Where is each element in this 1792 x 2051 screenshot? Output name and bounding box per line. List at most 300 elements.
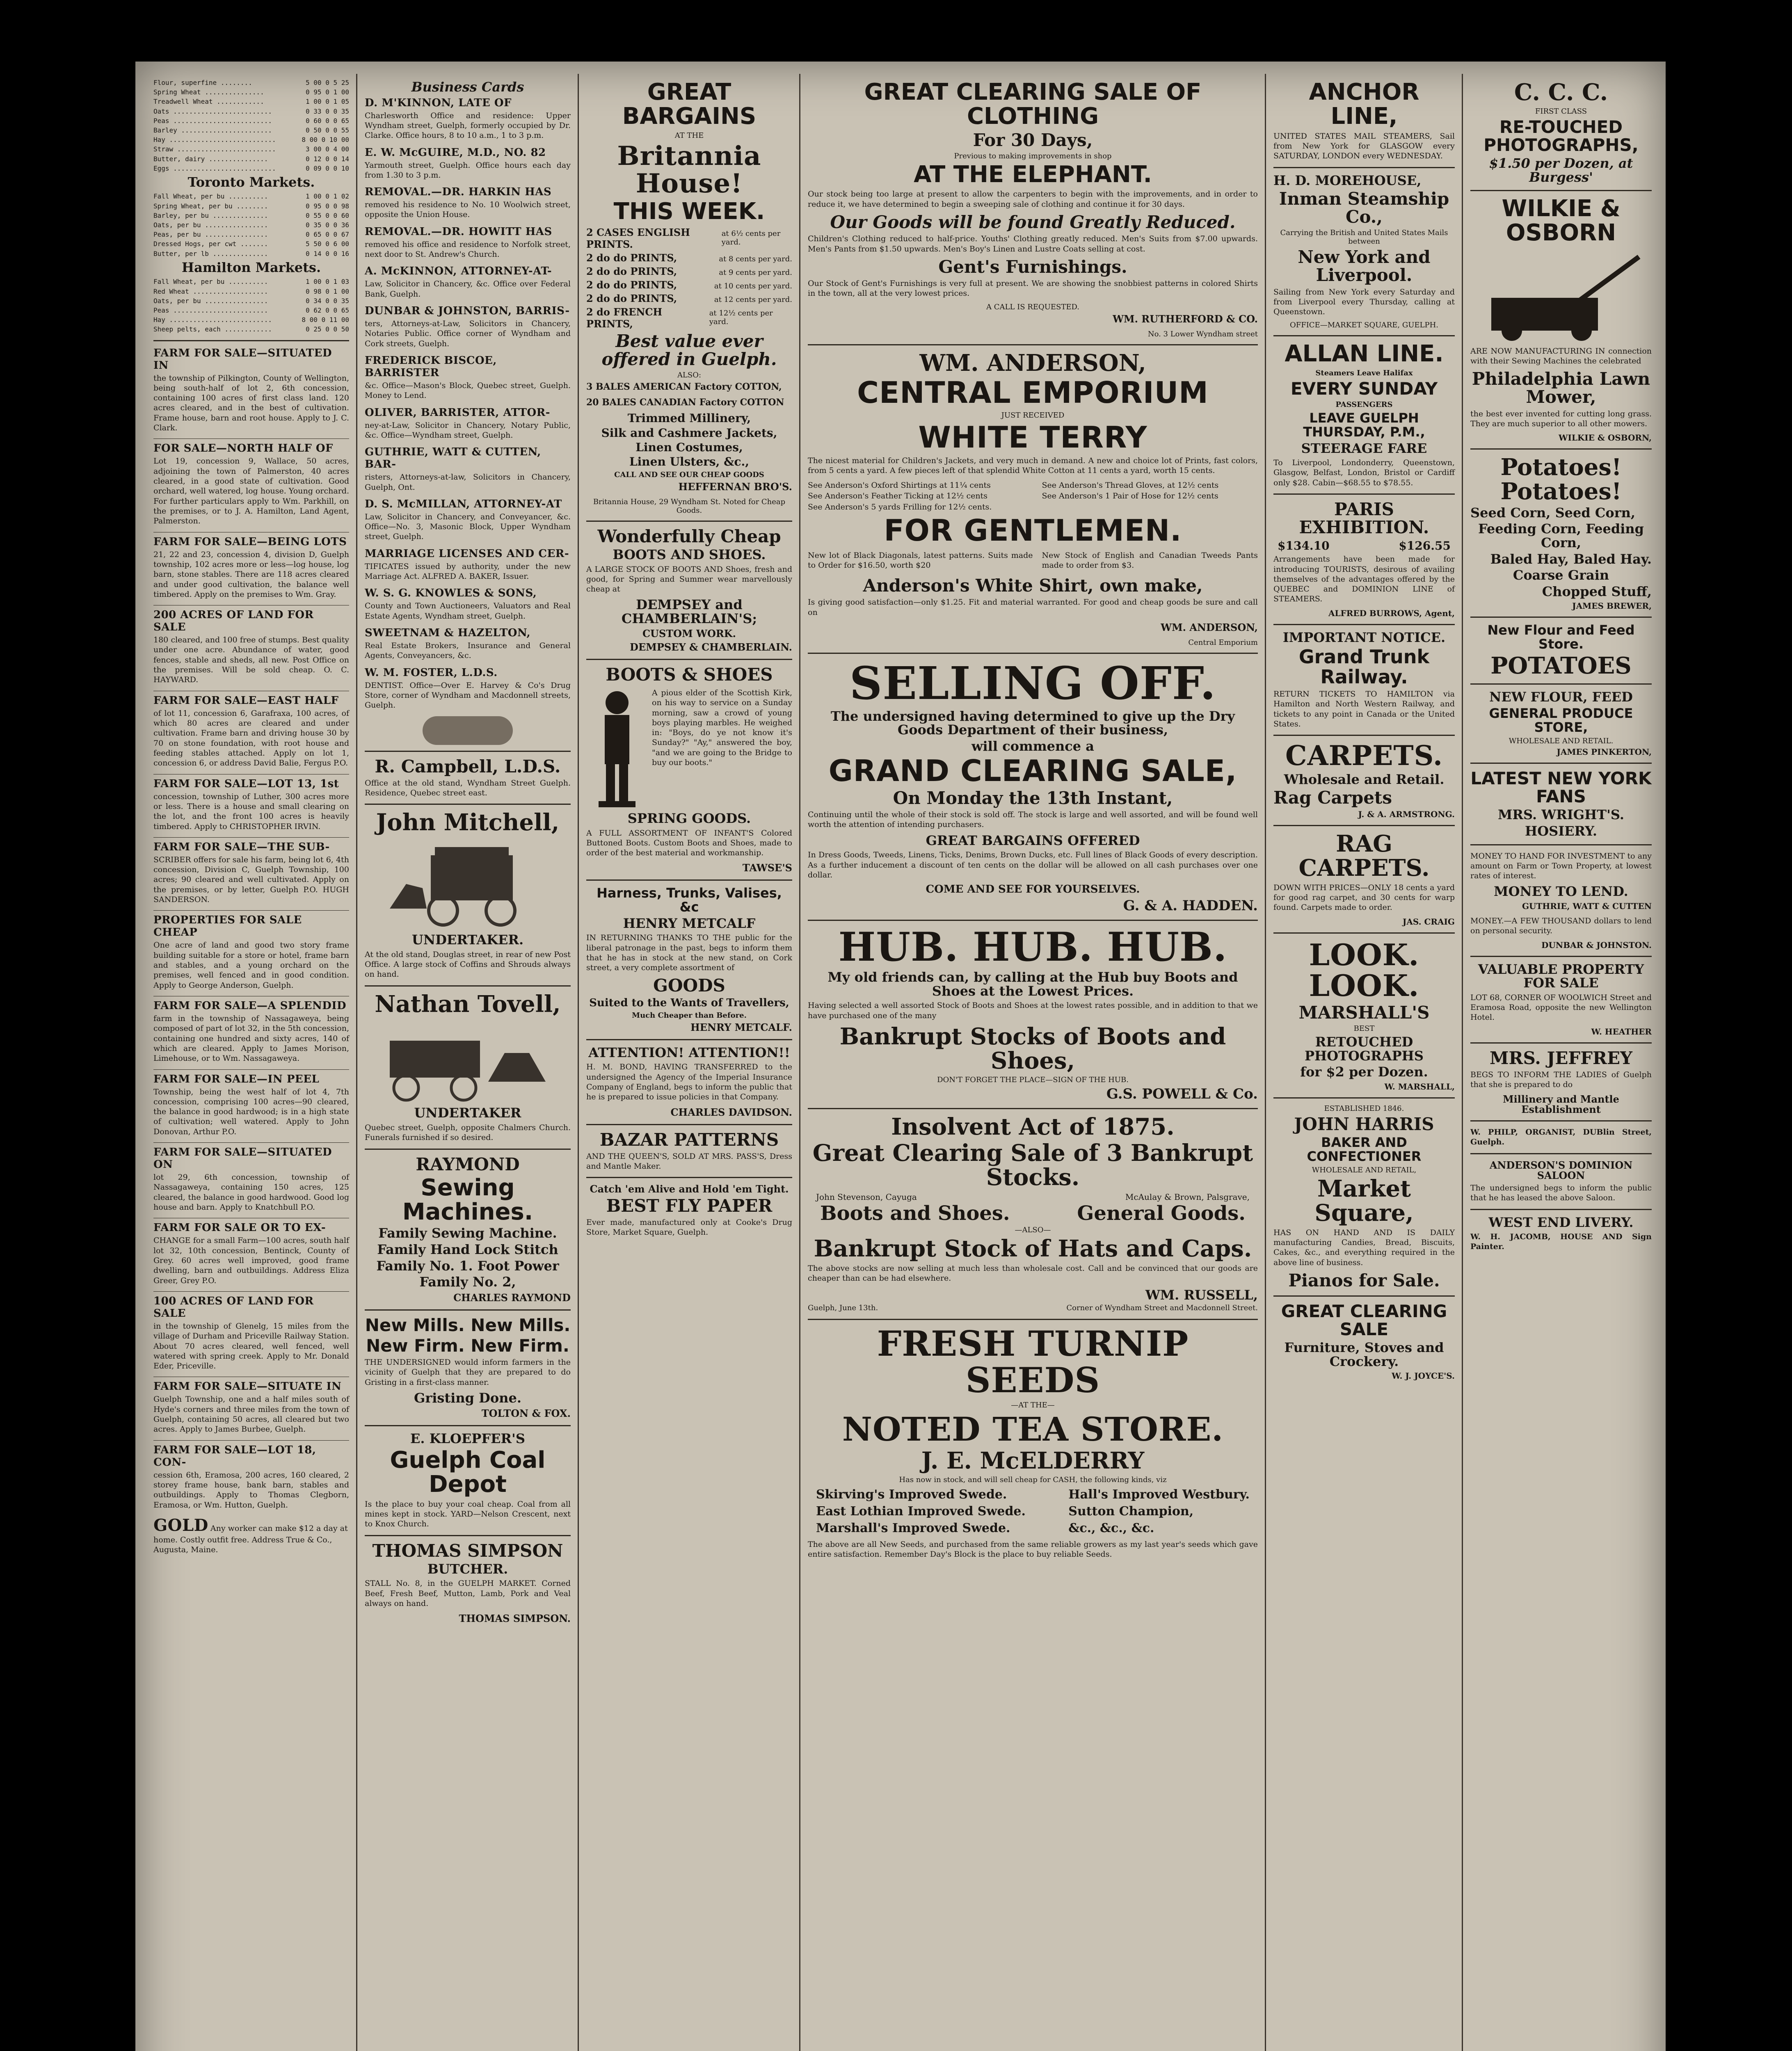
prints-row bbox=[586, 265, 792, 277]
rag-carpets-2-heading: RAG CARPETS. bbox=[1298, 830, 1430, 882]
card-title: D. M'KINNON, LATE OF bbox=[365, 96, 512, 109]
chopped-stuff: Chopped Stuff, bbox=[1542, 583, 1652, 599]
inman-heading: Inman Steamship Co., bbox=[1279, 189, 1449, 227]
ad-divider bbox=[153, 910, 349, 911]
important-heading: IMPORTANT NOTICE. bbox=[1282, 629, 1446, 645]
wright-heading: MRS. WRIGHT'S. bbox=[1497, 807, 1625, 823]
card-title: OLIVER, BARRISTER, ATTOR- bbox=[365, 406, 551, 419]
campbell-body: Office at the old stand, Wyndham Street Guelph. Residence, Quebec street east. bbox=[365, 778, 571, 797]
baled-hay: Baled Hay, Baled Hay. bbox=[1490, 551, 1652, 567]
fly-body: Ever made, manufactured only at Cooke's Drug Store, Market Square, Guelph. bbox=[586, 1217, 792, 1237]
business-card bbox=[365, 498, 571, 542]
carriage-illustration bbox=[373, 1020, 562, 1102]
bazar-sub: AND THE QUEEN'S, SOLD AT MRS. PASS'S, Dress and Mantle Maker. bbox=[586, 1151, 792, 1171]
brewer-signature: JAMES BREWER, bbox=[1572, 601, 1652, 611]
marshall-heading: MARSHALL'S bbox=[1298, 1002, 1430, 1023]
great-bargains-heading: GREAT BARGAINS bbox=[622, 79, 757, 130]
card-body: &c. Office—Mason's Block, Quebec street, Guelph. Money to Lend. bbox=[365, 381, 571, 400]
potatoes-heading: Potatoes! Potatoes! bbox=[1500, 454, 1622, 505]
kloepfer-heading: E. KLOEPFER'S bbox=[410, 1431, 525, 1447]
new-flour-heading: New Flour and Feed Store. bbox=[1487, 622, 1635, 652]
commence-label: will commence a bbox=[971, 738, 1095, 754]
ad-body: Guelph Township, one and a half miles south of Hyde's corners and three miles from the town of Guelph, containing 50 acres, all cleared but two acres. Apply to James Burbee, Guelph. bbox=[153, 1395, 349, 1434]
custom-work-heading: CUSTOM WORK. bbox=[642, 627, 736, 640]
heffernan-sub: Britannia House, 29 Wyndham St. Noted for Cheap Goods. bbox=[593, 497, 786, 515]
business-cards-heading: Business Cards bbox=[411, 79, 524, 95]
selling-off-heading: SELLING OFF. bbox=[849, 657, 1216, 710]
card-body: County and Town Auctioneers, Valuators and Real Estate Agents, Wyndham street, Guelph. bbox=[365, 601, 571, 621]
guthrie-signature: GUTHRIE, WATT & CUTTEN bbox=[1522, 901, 1652, 911]
prints-price: at 10 cents per yard. bbox=[714, 281, 792, 290]
steerage-body: To Liverpool, Londonderry, Queenstown, Glasgow, Belfast, London, Bristol or Cardiff only $28. Cabin—$68.55 to $78.55. bbox=[1273, 458, 1455, 487]
business-card bbox=[365, 186, 571, 220]
wilkie-body: ARE NOW MANUFACTURING IN connection with their Sewing Machines the celebrated bbox=[1470, 346, 1652, 366]
baker-heading: BAKER AND CONFECTIONER bbox=[1307, 1134, 1422, 1164]
tawse-signature: TAWSE'S bbox=[742, 862, 792, 874]
raymond-signature: CHARLES RAYMOND bbox=[453, 1291, 571, 1304]
reduced-heading: Our Goods will be found Greatly Reduced. bbox=[830, 212, 1236, 233]
card-title: REMOVAL.—DR. HARKIN HAS bbox=[365, 186, 552, 199]
column-rule bbox=[356, 74, 357, 2051]
elephant-body: Our stock being too large at present to allow the carpenters to begin with the improvements, and in order to reduce it, we have determined to begin a sweeping sale of clothing and continue it for 30 days. bbox=[808, 190, 1258, 209]
guelph-date: Guelph, June 13th. bbox=[808, 1304, 878, 1313]
ad-body: lot 29, 6th concession, township of Nassagaweya, containing 150 acres, 125 cleared, the balance in good hardwood. Good log house and barn. Apply to Knatchbull P.O. bbox=[153, 1173, 349, 1212]
prints-row bbox=[586, 279, 792, 291]
seed-item: East Lothian Improved Swede. bbox=[816, 1504, 1026, 1519]
russell-sub: Corner of Wyndham Street and Macdonnell Street. bbox=[1066, 1304, 1258, 1313]
wilkie-signature: WILKIE & OSBORN, bbox=[1559, 433, 1652, 443]
newspaper-page bbox=[135, 62, 1666, 2051]
passengers-label: PASSENGERS bbox=[1335, 400, 1393, 409]
column-1 bbox=[148, 78, 355, 2051]
seed-item: Marshall's Improved Swede. bbox=[816, 1521, 1010, 1535]
ad-title: FARM FOR SALE—BEING LOTS bbox=[153, 535, 347, 548]
ad-title: FARM FOR SALE—EAST HALF bbox=[153, 694, 339, 707]
ad-title: FOR SALE—NORTH HALF OF bbox=[153, 442, 333, 455]
bankrupt-heading: Bankrupt Stocks of Boots and Shoes, bbox=[839, 1023, 1226, 1074]
seeds-left-list bbox=[816, 1485, 1026, 1538]
classified-ad bbox=[153, 1380, 349, 1434]
tovell-body: Quebec street, Guelph, opposite Chalmers Church. Funerals furnished if so desired. bbox=[365, 1123, 571, 1142]
business-card bbox=[365, 587, 571, 621]
classified-ad bbox=[153, 347, 349, 433]
card-body: TIFICATES issued by authority, under the new Marriage Act. ALFRED A. BAKER, Issuer. bbox=[365, 562, 571, 581]
wilkie-heading: WILKIE & OSBORN bbox=[1502, 195, 1621, 246]
seed-item: Skirving's Improved Swede. bbox=[816, 1487, 1007, 1502]
boots-shoes-block bbox=[586, 686, 792, 809]
hats-heading: Bankrupt Stock of Hats and Caps. bbox=[814, 1235, 1252, 1263]
prints-label: 2 do do PRINTS, bbox=[586, 251, 677, 264]
business-card bbox=[365, 354, 571, 401]
column-rule bbox=[578, 74, 579, 2051]
millinery-item: Linen Costumes, bbox=[635, 441, 743, 455]
market-table: Flour, superfine ........ 5 00 0 5 25 Spring Wheat ............... 0 95 0 1 00 Treadwell Wheat ............ 1 00 0 1 05 Oats ......................... 0 33 0 0 35 Peas ......................... 0 60 0 0 65 Barley ....................... 0 50 0 0 55 Hay ........................... 8 00 0 10 00 Straw ......................... 3 00 0 4 00 Butter, dairy ............... 0 12 0 0 14 Eggs .......................... 0 09 0 0 10 bbox=[153, 79, 349, 172]
market-square-heading: Market Square, bbox=[1314, 1175, 1414, 1226]
prints-row bbox=[586, 292, 792, 304]
column-rule bbox=[1462, 74, 1463, 2051]
dunbar-signature: DUNBAR & JOHNSTON. bbox=[1541, 940, 1652, 950]
ad-title: FARM FOR SALE—IN PEEL bbox=[153, 1073, 320, 1085]
allan-heading: ALLAN LINE. bbox=[1285, 340, 1444, 368]
millinery-list bbox=[586, 412, 792, 468]
cheaper-label: Much Cheaper than Before. bbox=[632, 1011, 747, 1020]
toronto-markets-heading: Toronto Markets. bbox=[187, 174, 315, 190]
elder-illustration bbox=[586, 686, 648, 809]
raymond-item: Family No. 1. Foot Power bbox=[376, 1258, 559, 1274]
retouched-heading: RE-TOUCHED PHOTOGRAPHS, bbox=[1483, 116, 1639, 155]
bargains-body: In Dress Goods, Tweeds, Linens, Ticks, Denims, Brown Ducks, etc. Full lines of Black Goods of every description. As a further inducement a discount of ten cents on the dollar will be allowed on all cash purchases over one dollar. bbox=[808, 850, 1258, 879]
attention-heading: ATTENTION! ATTENTION!! bbox=[588, 1044, 790, 1060]
tweeds-text: New Stock of English and Canadian Tweeds Pants made to order from $3. bbox=[1042, 550, 1258, 570]
hub-body: Having selected a well assorted Stock of Boots and Shoes at the lowest rates possible, and in addition to that we have purchased one of the many bbox=[808, 1001, 1258, 1020]
business-cards bbox=[365, 97, 571, 710]
money2-body: MONEY.—A FEW THOUSAND dollars to lend on personal security. bbox=[1470, 916, 1652, 936]
ad-title: FARM FOR SALE—SITUATE IN bbox=[153, 1380, 342, 1393]
heather-signature: W. HEATHER bbox=[1591, 1026, 1652, 1037]
selling-body: The undersigned having determined to give up the Dry Goods Department of their business, bbox=[830, 708, 1235, 738]
tea-store-heading: NOTED TEA STORE. bbox=[842, 1409, 1224, 1448]
joyce-signature: W. J. JOYCE'S. bbox=[1392, 1371, 1455, 1381]
ad-divider bbox=[153, 1069, 349, 1070]
ad-title: FARM FOR SALE OR TO EX- bbox=[153, 1222, 326, 1234]
card-title: MARRIAGE LICENSES AND CER- bbox=[365, 547, 569, 560]
campbell-heading: R. Campbell, L.D.S. bbox=[375, 756, 561, 777]
column-2 bbox=[359, 78, 576, 2051]
money-body: MONEY TO HAND FOR INVESTMENT to any amount on Farm or Town Property, at lowest rates of interest. bbox=[1470, 851, 1652, 881]
anderson-left-list bbox=[808, 480, 1033, 513]
prints-price: at 12½ cents per yard. bbox=[709, 308, 773, 326]
saloon-heading: ANDERSON'S DOMINION SALOON bbox=[1489, 1159, 1633, 1181]
business-card bbox=[365, 446, 571, 492]
paris-heading: PARIS EXHIBITION. bbox=[1299, 499, 1429, 538]
clothing-heading: GREAT CLEARING SALE OF CLOTHING bbox=[864, 79, 1202, 130]
hamilton-markets-heading: Hamilton Markets. bbox=[181, 259, 321, 275]
prints-price: at 12 cents per yard. bbox=[714, 295, 792, 304]
ad-title: FARM FOR SALE—SITUATED ON bbox=[153, 1146, 332, 1171]
just-received: JUST RECEIVED bbox=[1001, 411, 1065, 420]
prints-row bbox=[586, 252, 792, 264]
business-card bbox=[365, 667, 571, 710]
steerage-heading: STEERAGE FARE bbox=[1301, 440, 1427, 456]
anderson-sub: Central Emporium bbox=[1188, 638, 1258, 647]
furniture-heading: Furniture, Stoves and Crockery. bbox=[1284, 1340, 1444, 1369]
lot68-body: LOT 68, CORNER OF WOOLWICH Street and Eramosa Road, opposite the new Wellington Hotel. bbox=[1470, 993, 1652, 1022]
gents-body: Our Stock of Gent's Furnishings is very full at present. We are showing the snobbiest patterns in colored Shirts in the town, all at the very lowest prices. bbox=[808, 279, 1258, 298]
classified-ad bbox=[153, 841, 349, 905]
anderson-heading: WM. ANDERSON, bbox=[919, 349, 1146, 377]
dont-forget: DON'T FORGET THE PLACE—SIGN OF THE HUB. bbox=[937, 1075, 1129, 1084]
established-label: ESTABLISHED 1846. bbox=[1324, 1104, 1404, 1113]
valuable-heading: VALUABLE PROPERTY FOR SALE bbox=[1478, 961, 1644, 991]
pinkerton-signature: JAMES PINKERTON, bbox=[1557, 747, 1652, 757]
at-the-label: —AT THE— bbox=[1011, 1400, 1055, 1409]
harris-heading: JOHN HARRIS bbox=[1294, 1114, 1434, 1134]
ad-body: 21, 22 and 23, concession 4, division D, Guelph township, 102 acres more or less—log house, log barn, stone stables. There are 118 acres cleared and under good cultivation, the balance well timbered. Apply on the premises to Wm. Gray. bbox=[153, 550, 349, 599]
column-rule bbox=[799, 74, 800, 2051]
russell-signature: WM. RUSSELL, bbox=[1145, 1287, 1258, 1303]
ny-liverpool-heading: New York and Liverpool. bbox=[1298, 247, 1431, 285]
anderson-lists bbox=[808, 480, 1258, 513]
also-label: —ALSO— bbox=[1015, 1226, 1051, 1235]
metcalf-heading: HENRY METCALF bbox=[623, 915, 756, 931]
best-label: BEST bbox=[1353, 1024, 1375, 1033]
bond-body: H. M. BOND, HAVING TRANSFERRED to the undersigned the Agency of the Imperial Insurance Company of England, begs to inform the public that he is prepared to issue policies in that Company. bbox=[586, 1062, 792, 1102]
grand-trunk-heading: Grand Trunk Railway. bbox=[1298, 646, 1430, 688]
anderson-list-item: See Anderson's Thread Gloves, at 12½ cents bbox=[1042, 481, 1219, 490]
ad-title: FARM FOR SALE—LOT 18, CON- bbox=[153, 1443, 316, 1469]
raymond-heading: RAYMOND bbox=[416, 1154, 520, 1174]
anderson-list-item: See Anderson's 5 yards Frilling for 12½ cents. bbox=[808, 502, 992, 512]
business-card bbox=[365, 146, 571, 180]
britannia-heading: Britannia House! bbox=[617, 140, 761, 199]
business-card bbox=[365, 226, 571, 260]
card-title: REMOVAL.—DR. HOWITT HAS bbox=[365, 225, 552, 238]
powell-signature: G.S. POWELL & Co. bbox=[1106, 1085, 1258, 1102]
teeth-illustration bbox=[423, 716, 513, 745]
retouched-heading: RETOUCHED PHOTOGRAPHS bbox=[1304, 1034, 1424, 1064]
gentlemen-heading: FOR GENTLEMEN. bbox=[884, 513, 1182, 548]
ad-title: PROPERTIES FOR SALE CHEAP bbox=[153, 914, 302, 939]
millinery-heading: Millinery and Mantle Establishment bbox=[1503, 1093, 1619, 1115]
butcher-heading: BUTCHER. bbox=[427, 1561, 508, 1577]
also-label: ALSO: bbox=[677, 370, 702, 379]
for-30-days: For 30 Days, bbox=[973, 130, 1093, 150]
ad-title: FARM FOR SALE—SITUATED IN bbox=[153, 347, 332, 372]
wholesale-label: WHOLESALE AND RETAIL. bbox=[1509, 737, 1614, 746]
millinery-item: Linen Ulsters, &c., bbox=[629, 455, 749, 469]
return-body: RETURN TICKETS TO HAMILTON via Hamilton and North Western Railway, and tickets to any point in Canada or the United States. bbox=[1273, 689, 1455, 729]
seed-corn: Seed Corn, Seed Corn, bbox=[1470, 505, 1635, 521]
general-goods-label: General Goods. bbox=[1077, 1202, 1246, 1225]
white-shirt-heading: Anderson's White Shirt, own make, bbox=[863, 576, 1203, 596]
card-title: W. S. G. KNOWLES & SONS, bbox=[365, 587, 537, 600]
card-body: ters, Attorneys-at-Law, Solicitors in Chancery, Notaries Public. Office corner of Wyndham and Cork streets, Guelph. bbox=[365, 319, 571, 348]
ad-divider bbox=[153, 837, 349, 838]
mower-body: the best ever invented for cutting long grass. They are much superior to all other mowers. bbox=[1470, 409, 1652, 428]
dozen-heading: for $2 per Dozen. bbox=[1300, 1064, 1428, 1080]
ad-title: FARM FOR SALE—THE SUB- bbox=[153, 840, 330, 853]
this-week-heading: THIS WEEK. bbox=[613, 198, 765, 225]
call-label: CALL AND SEE OUR CHEAP GOODS bbox=[614, 470, 764, 479]
ad-body: One acre of land and good two story frame building suitable for a store or hotel, frame barn and stables, and a young orchard on the premises, well fenced and in good condition. Apply to George Anderson, Guelph. bbox=[153, 941, 349, 990]
spring-goods-heading: SPRING GOODS. bbox=[627, 810, 751, 826]
fly-paper-heading: BEST FLY PAPER bbox=[606, 1195, 773, 1216]
ad-divider bbox=[153, 1142, 349, 1143]
hub-sub: My old friends can, by calling at the Hub buy Boots and Shoes at the Lowest Prices. bbox=[827, 969, 1238, 999]
hearse-illustration bbox=[382, 839, 554, 929]
business-card bbox=[365, 407, 571, 441]
ad-divider bbox=[153, 1440, 349, 1441]
grand-clearing-heading: GRAND CLEARING SALE, bbox=[828, 754, 1237, 788]
potatoes-big-heading: POTATOES bbox=[1490, 652, 1632, 679]
classified-ad bbox=[153, 1073, 349, 1137]
seed-item: Sutton Champion, bbox=[1068, 1504, 1194, 1519]
millinery-item: Silk and Cashmere Jackets, bbox=[601, 426, 777, 440]
clearing-sale-heading: GREAT CLEARING SALE bbox=[1281, 1301, 1447, 1340]
money-heading: MONEY TO LEND. bbox=[1494, 884, 1628, 900]
cotton-line-1: 3 BALES AMERICAN Factory COTTON, bbox=[586, 381, 782, 392]
west-end-heading: WEST END LIVERY. bbox=[1488, 1214, 1634, 1230]
business-card bbox=[365, 305, 571, 349]
saloon-body: The undersigned begs to inform the public that he has leased the above Saloon. bbox=[1470, 1183, 1652, 1203]
wonderfully-heading: Wonderfully Cheap bbox=[597, 526, 781, 546]
emporium-heading: CENTRAL EMPORIUM bbox=[857, 375, 1209, 410]
market-table: Fall Wheat, per bu .......... 1 00 0 1 02 Spring Wheat, per bu ........ 0 95 0 0 98 Barley, per bu .............. 0 55 0 0 60 Oats, per bu ................ 0 35 0 0 36 Peas, per bu ................ 0 65 0 0 67 Dressed Hogs, per cwt ....... 5 50 0 6 00 Butter, per lb .............. 0 14 0 0 16 bbox=[153, 192, 349, 258]
ad-body: Township, being the west half of lot 4, 7th concession, comprising 100 acres—90 cleared, the balance in good hardwood; is in a high state of cultivation; well watered. Apply to John Donovan, Arthur P.O. bbox=[153, 1087, 349, 1136]
burgess-heading: $1.50 per Dozen, at Burgess' bbox=[1489, 155, 1633, 185]
allan-sub: Steamers Leave Halifax bbox=[1315, 369, 1413, 378]
spring-body: A FULL ASSORTMENT OF INFANT'S Colored Buttoned Boots. Custom Boots and Shoes, made to order of the best material and workmanship. bbox=[586, 828, 792, 858]
office-label: OFFICE—MARKET SQUARE, GUELPH. bbox=[1289, 321, 1439, 330]
prints-list bbox=[586, 226, 792, 330]
column-4 bbox=[802, 78, 1264, 2051]
wholesale-label: WHOLESALE AND RETAIL, bbox=[1312, 1166, 1417, 1175]
jacombe-heading: W. H. JACOMB, HOUSE AND Sign Painter. bbox=[1470, 1232, 1652, 1252]
tovell-heading: Nathan Tovell, bbox=[375, 990, 561, 1018]
card-title: W. M. FOSTER, L.D.S. bbox=[365, 666, 498, 679]
seed-item: Hall's Improved Westbury. bbox=[1068, 1487, 1250, 1502]
classified-ad bbox=[153, 1295, 349, 1371]
seeds-right-list bbox=[1068, 1485, 1250, 1538]
anchor-sub: UNITED STATES MAIL STEAMERS, Sail from New York for GLASGOW every SATURDAY, LONDON every WEDNESDAY. bbox=[1273, 131, 1455, 161]
ad-body: in the township of Glenelg, 15 miles from the village of Durham and Priceville Railway Station. About 70 acres cleared, well fenced, well watered with spring creek. Apply to Mr. Donald Eder, Priceville. bbox=[153, 1321, 349, 1371]
mitchell-body: At the old stand, Douglas street, in rear of new Post Office. A large stock of Coffins and Shrouds always on hand. bbox=[365, 950, 571, 979]
continuing-body: Continuing until the whole of their stock is sold off. The stock is large and well assorted, and will be found well worth the attention of intending purchasers. bbox=[808, 810, 1258, 829]
card-body: Charlesworth Office and residence: Upper Wyndham street, Guelph, formerly occupied by Dr. Clarke. Office hours, 8 to 10 a.m., 1 to 3 p.m. bbox=[365, 111, 571, 140]
ad-title: 200 ACRES OF LAND FOR SALE bbox=[153, 609, 314, 634]
anderson-list-item: See Anderson's Feather Ticking at 12½ cents bbox=[808, 491, 987, 501]
ad-body: 180 cleared, and 100 free of stumps. Best quality under one acre. Abundance of water, good fences, stable and sheds, all new. Post Office on the premises. Will be sold cheap. O. C. HAYWARD. bbox=[153, 635, 349, 685]
new-mills-heading: New Mills. New Mills. bbox=[365, 1315, 571, 1335]
mitchell-sub: UNDERTAKER. bbox=[411, 932, 524, 948]
classified-ad bbox=[153, 694, 349, 768]
davidson-signature: CHARLES DAVIDSON. bbox=[670, 1106, 792, 1118]
prints-label: 2 do do PRINTS, bbox=[586, 265, 677, 277]
card-title: GUTHRIE, WATT & CUTTEN, BAR- bbox=[365, 446, 541, 471]
millinery-item: Trimmed Millinery, bbox=[627, 411, 751, 425]
metcalf-body: IN RETURNING THANKS TO THE public for the liberal patronage in the past, begs to inform them that he has in stock at the new stand, on Cork street, a very complete assortment of bbox=[586, 933, 792, 973]
ad-body: the township of Pilkington, County of Wellington, being south-half of lot 2, 6th concession, containing 100 acres of first class land. 120 acres cleared, and in the best of cultivation. Frame house, barn and root house. Apply to J. C. Clark. bbox=[153, 373, 349, 433]
best-value-heading: Best value ever offered in Guelph. bbox=[601, 331, 777, 369]
seed-lists bbox=[808, 1485, 1258, 1538]
mcelderry-heading: J. E. McELDERRY bbox=[921, 1447, 1145, 1474]
raymond-sewing-heading: Sewing Machines. bbox=[402, 1174, 533, 1225]
monday-heading: On Monday the 13th Instant, bbox=[893, 788, 1173, 808]
card-body: Law, Solicitor in Chancery, &c. Office over Federal Bank, Guelph. bbox=[365, 279, 571, 299]
armstrong-signature: J. & A. ARMSTRONG. bbox=[1358, 809, 1455, 820]
carpets-heading: CARPETS. bbox=[1285, 740, 1443, 772]
pianos-heading: Pianos for Sale. bbox=[1288, 1270, 1440, 1290]
simpson-body: STALL No. 8, in the GUELPH MARKET. Corned Beef, Fresh Beef, Mutton, Lamb, Pork and Veal always on hand. bbox=[365, 1579, 571, 1608]
first-class-label: FIRST CLASS bbox=[1535, 107, 1587, 116]
card-title: D. S. McMILLAN, ATTORNEY-AT bbox=[365, 498, 562, 510]
bargains-heading: GREAT BARGAINS OFFERED bbox=[926, 832, 1140, 848]
paris-fare-1: $134.10 bbox=[1278, 539, 1330, 553]
philp-heading: W. PHILP, ORGANIST, DUBlin Street, Guelph. bbox=[1470, 1127, 1652, 1147]
coal-body: Is the place to buy your coal cheap. Coal from all mines kept in stock. YARD—Nelson Crescent, next to Knox Church. bbox=[365, 1499, 571, 1529]
clearing3-heading: Great Clearing Sale of 3 Bankrupt Stocks. bbox=[812, 1140, 1253, 1191]
bankrupt-goods bbox=[808, 1202, 1258, 1225]
business-card bbox=[365, 548, 571, 582]
gents-heading: Gent's Furnishings. bbox=[938, 256, 1127, 277]
burrows-signature: ALFRED BURROWS, Agent, bbox=[1328, 608, 1455, 618]
look-heading: LOOK. LOOK. bbox=[1309, 937, 1419, 1003]
white-terry-heading: WHITE TERRY bbox=[918, 420, 1147, 455]
hadden-signature: G. & A. HADDEN. bbox=[1123, 898, 1258, 914]
anderson-right-list bbox=[1042, 480, 1258, 513]
paris-body: Arrangements have been made for introducing TOURISTS, desirous of availing themselves of the advantages offered by the QUEBEC and DOMINION LINE of STEAMERS. bbox=[1273, 555, 1455, 604]
marshall-signature: W. MARSHALL, bbox=[1384, 1081, 1455, 1092]
cotton-line-2: 20 BALES CANADIAN Factory COTTON bbox=[586, 397, 784, 408]
anchor-heading: ANCHOR LINE, bbox=[1309, 79, 1419, 130]
column-6 bbox=[1465, 78, 1657, 2051]
ad-title: FARM FOR SALE—A SPLENDID bbox=[153, 999, 347, 1012]
travellers-heading: Suited to the Wants of Travellers, bbox=[589, 996, 789, 1009]
ad-body: SCRIBER offers for sale his farm, being lot 6, 4th concession, Division C, Guelph Township, 100 acres; 90 cleared and well cultivated. Apply on the premises, or by letter, Guelph P.O. HUGH SANDERSON. bbox=[153, 855, 349, 904]
classified-ad bbox=[153, 778, 349, 831]
clothing-items: Children's Clothing reduced to half-price. Youths' Clothing greatly reduced. Men's Suits from $7.00 upwards. Men's Pants from $1.50 upwards. Men's Boy's Linen and Lustre Coats selling at cost. bbox=[808, 234, 1258, 254]
shirt-body: Is giving good satisfaction—only $1.25. Fit and material warranted. For good and cheap goods be sure and call on bbox=[808, 598, 1258, 617]
ad-body: Lot 19, concession 9, Wallace, 50 acres, adjoining the town of Palmerston, 40 acres cleared, in a good state of cultivation. Good orchard, well watered, log house. Young orchard. For further particulars apply to Wm. Parkhill, on the premises, or to J. A. Hamilton, Land Agent, Palmerston. bbox=[153, 457, 349, 526]
diagonals-text: New lot of Black Diagonals, latest patterns. Suits made to Order for $16.50, worth $20 bbox=[808, 550, 1033, 570]
new-firm-heading: New Firm. New Firm. bbox=[366, 1335, 569, 1356]
card-title: SWEETNAM & HAZELTON, bbox=[365, 627, 531, 640]
new-mills-signature: TOLTON & FOX. bbox=[481, 1407, 571, 1420]
gold-body: Any worker can make $12 a day at home. Costly outfit free. Address True & Co., Augusta, Maine. bbox=[153, 1523, 348, 1555]
rutherford-sub: No. 3 Lower Wyndham street bbox=[1147, 329, 1258, 338]
anderson-list-item: See Anderson's 1 Pair of Hose for 12½ cents bbox=[1042, 491, 1218, 501]
classified-ad bbox=[153, 1444, 349, 1510]
business-card bbox=[365, 627, 571, 661]
gold-ad bbox=[153, 1516, 349, 1555]
rag2-body: DOWN WITH PRICES—ONLY 18 cents a yard for good rag carpet, and 30 cents for warp found. Carpets made to order. bbox=[1273, 883, 1455, 912]
catch-heading: Catch 'em Alive and Hold 'em Tight. bbox=[590, 1183, 789, 1195]
dempsey-signature: DEMPSEY & CHAMBERLAIN. bbox=[630, 641, 792, 653]
market-table: Fall Wheat, per bu .......... 1 00 0 1 03 Red Wheat ................... 0 98 0 1 00 Oats, per bu ................ 0 34 0 0 35 Peas ........................ 0 62 0 0 65 Hay .......................... 8 00 0 11 00 Sheep pelts, each ............ 0 25 0 0 50 bbox=[153, 278, 349, 333]
inman-sub: Carrying the British and United States Mails between bbox=[1280, 228, 1448, 246]
tovell-sub: UNDERTAKER bbox=[414, 1105, 521, 1121]
card-body: DENTIST. Office—Over E. Harvey & Co's Drug Store, corner of Wyndham and Macdonnell streets, Guelph. bbox=[365, 681, 571, 710]
jeffrey-body: BEGS TO INFORM THE LADIES of Guelph that she is prepared to do bbox=[1470, 1070, 1652, 1089]
mcelderry-body: Has now in stock, and will sell cheap for CASH, the following kinds, viz bbox=[899, 1475, 1167, 1484]
card-title: DUNBAR & JOHNSTON, BARRIS- bbox=[365, 305, 570, 317]
ad-title: FARM FOR SALE—LOT 13, 1st bbox=[153, 777, 339, 790]
classified-ad bbox=[153, 536, 349, 600]
produce-heading: GENERAL PRODUCE STORE, bbox=[1489, 705, 1633, 735]
stevenson-label: John Stevenson, Cayuga bbox=[816, 1192, 917, 1202]
classified-ads bbox=[153, 347, 349, 1510]
mcaulay-label: McAulay & Brown, Palsgrave, bbox=[1125, 1192, 1250, 1202]
carpets-sub: Wholesale and Retail. bbox=[1284, 771, 1445, 787]
seed-item: &c., &c., &c. bbox=[1068, 1521, 1154, 1535]
mower-heading: Philadelphia Lawn Mower, bbox=[1472, 369, 1650, 407]
boots-body: A LARGE STOCK OF BOOTS AND Shoes, fresh and good, for Spring and Summer wear marvellously cheap at bbox=[586, 564, 792, 594]
insolvent-heading: Insolvent Act of 1875. bbox=[891, 1113, 1175, 1140]
card-title: A. McKINNON, ATTORNEY-AT- bbox=[365, 265, 552, 278]
terry-body: The nicest material for Children's Jackets, and very much in demand. A new and choice lot of Prints, fast colors, from 5 cents a yard. A few pieces left of that splendid White Cotton at 11 cents a yard, worth 15 cents. bbox=[808, 456, 1258, 475]
previous-label: Previous to making improvements in shop bbox=[954, 151, 1112, 160]
card-title: E. W. McGUIRE, M.D., NO. 82 bbox=[365, 146, 546, 159]
card-body: risters, Attorneys-at-law, Solicitors in Chancery, Guelph, Ont. bbox=[365, 473, 571, 492]
feeding-corn: Feeding Corn, Feeding Corn, bbox=[1478, 521, 1644, 550]
card-body: removed his office and residence to Norfolk street, next door to St. Andrew's Church. bbox=[365, 240, 571, 259]
business-card bbox=[365, 97, 571, 141]
turnip-heading: FRESH TURNIP SEEDS bbox=[877, 1323, 1189, 1400]
hats-body: The above stocks are now selling at much less than wholesale cost. Call and be convinced that our goods are cheaper than can be had elsewhere. bbox=[808, 1263, 1258, 1283]
ccc-heading: C. C. C. bbox=[1514, 79, 1608, 106]
craig-signature: JAS. CRAIG bbox=[1402, 916, 1455, 927]
leave-guelph: LEAVE GUELPH THURSDAY, P.M., bbox=[1303, 410, 1425, 440]
